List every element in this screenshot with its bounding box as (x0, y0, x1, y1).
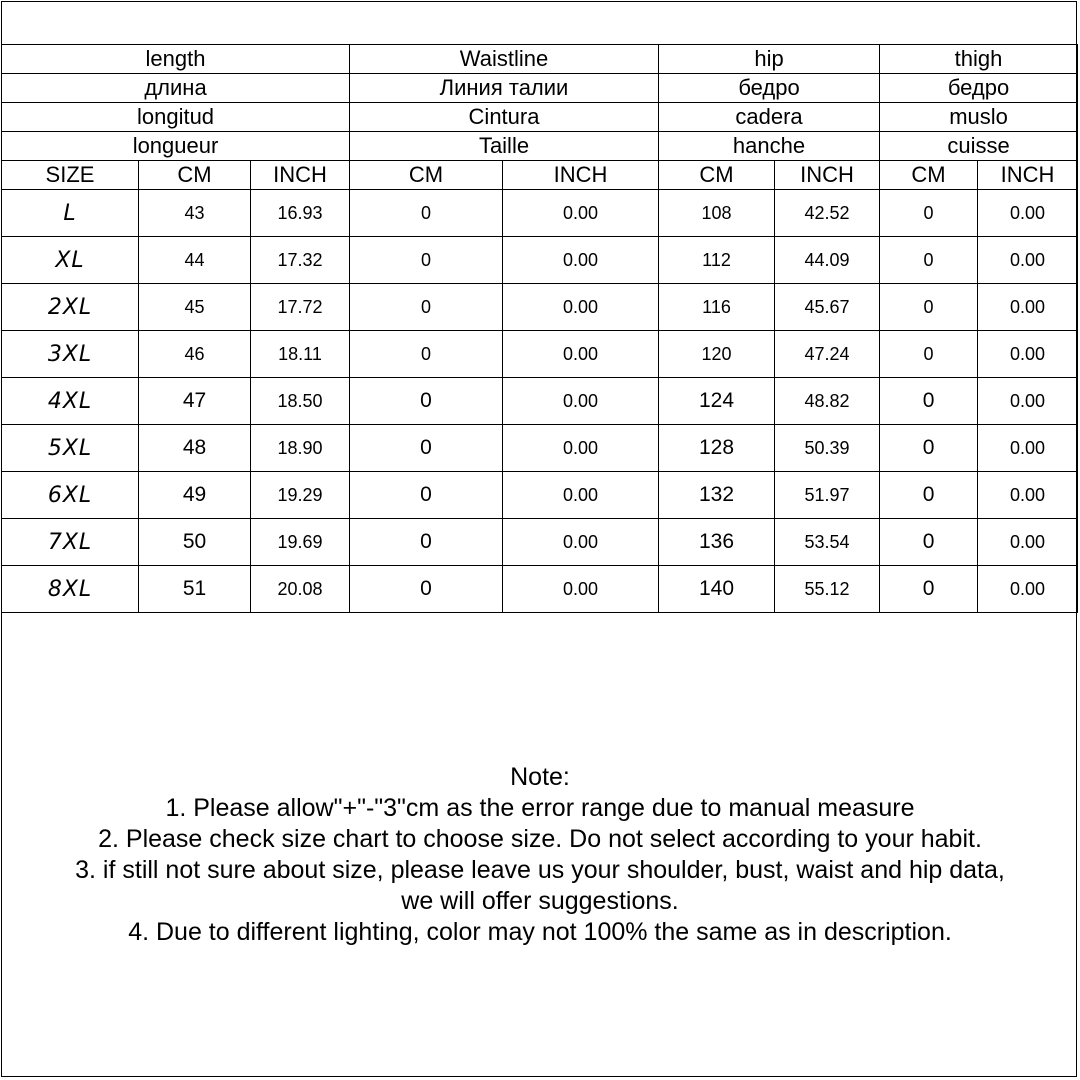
hip-inch-cell: 42.52 (775, 190, 880, 237)
hip-cm-cell: 136 (659, 519, 775, 566)
unit-header: INCH (251, 161, 350, 190)
waist-cm-cell: 0 (350, 378, 503, 425)
table-row (2, 425, 1078, 472)
waist-inch-cell: 0.00 (503, 566, 659, 613)
length-inch-cell: 16.93 (251, 190, 350, 237)
hip-cm-cell: 120 (659, 331, 775, 378)
length-header-ru: длина (2, 74, 350, 103)
waist-inch-cell: 0.00 (503, 425, 659, 472)
thigh-cm-cell: 0 (880, 284, 978, 331)
table-row (2, 378, 1078, 425)
unit-header: CM (880, 161, 978, 190)
thigh-cm-cell: 0 (880, 378, 978, 425)
thigh-header-ru: бедро (880, 74, 1078, 103)
hip-header-fr: hanche (659, 132, 880, 161)
unit-header: CM (659, 161, 775, 190)
waist-cm-cell: 0 (350, 284, 503, 331)
thigh-inch-cell: 0.00 (978, 237, 1078, 284)
thigh-inch-cell: 0.00 (978, 378, 1078, 425)
thigh-cm-cell: 0 (880, 190, 978, 237)
table-row (2, 237, 1078, 284)
length-inch-cell: 18.90 (251, 425, 350, 472)
thigh-cm-cell: 0 (880, 566, 978, 613)
waistline-header: Waistline (350, 45, 659, 74)
size-cell: 3XL (2, 331, 139, 378)
thigh-inch-cell: 0.00 (978, 519, 1078, 566)
length-inch-cell: 18.50 (251, 378, 350, 425)
waist-inch-cell: 0.00 (503, 284, 659, 331)
note-title: Note: (510, 763, 570, 791)
unit-header: INCH (503, 161, 659, 190)
thigh-cm-cell: 0 (880, 472, 978, 519)
thigh-header-es: muslo (880, 103, 1078, 132)
length-header: length (2, 45, 350, 74)
length-cm-cell: 45 (139, 284, 251, 331)
thigh-inch-cell: 0.00 (978, 566, 1078, 613)
size-column-header: SIZE (2, 161, 139, 190)
hip-inch-cell: 47.24 (775, 331, 880, 378)
header-row-3 (2, 103, 1078, 132)
length-cm-cell: 51 (139, 566, 251, 613)
hip-cm-cell: 132 (659, 472, 775, 519)
table-row (2, 331, 1078, 378)
hip-inch-cell: 45.67 (775, 284, 880, 331)
size-cell: 4XL (2, 378, 139, 425)
length-inch-cell: 17.32 (251, 237, 350, 284)
waist-cm-cell: 0 (350, 425, 503, 472)
hip-header-ru: бедро (659, 74, 880, 103)
waistline-header-es: Cintura (350, 103, 659, 132)
thigh-cm-cell: 0 (880, 519, 978, 566)
size-cell: 5XL (2, 425, 139, 472)
length-cm-cell: 43 (139, 190, 251, 237)
unit-header: CM (139, 161, 251, 190)
waist-cm-cell: 0 (350, 519, 503, 566)
length-cm-cell: 48 (139, 425, 251, 472)
note-line-5: 4. Due to different lighting, color may not 100% the same as in description. (128, 918, 952, 946)
table-row (2, 519, 1078, 566)
note-line-2: 2. Please check size chart to choose size. Do not select according to your habit. (98, 825, 982, 853)
unit-header: CM (350, 161, 503, 190)
thigh-header: thigh (880, 45, 1078, 74)
hip-cm-cell: 116 (659, 284, 775, 331)
hip-header-es: cadera (659, 103, 880, 132)
table-row (2, 284, 1078, 331)
thigh-inch-cell: 0.00 (978, 190, 1078, 237)
length-inch-cell: 18.11 (251, 331, 350, 378)
waist-cm-cell: 0 (350, 190, 503, 237)
waist-inch-cell: 0.00 (503, 237, 659, 284)
thigh-cm-cell: 0 (880, 425, 978, 472)
size-cell: 6XL (2, 472, 139, 519)
hip-inch-cell: 53.54 (775, 519, 880, 566)
hip-header: hip (659, 45, 880, 74)
thigh-cm-cell: 0 (880, 237, 978, 284)
waist-cm-cell: 0 (350, 237, 503, 284)
hip-cm-cell: 124 (659, 378, 775, 425)
hip-inch-cell: 44.09 (775, 237, 880, 284)
size-cell: 8XL (2, 566, 139, 613)
hip-cm-cell: 108 (659, 190, 775, 237)
hip-inch-cell: 50.39 (775, 425, 880, 472)
size-cell: 2XL (2, 284, 139, 331)
length-cm-cell: 46 (139, 331, 251, 378)
table-row (2, 190, 1078, 237)
hip-cm-cell: 140 (659, 566, 775, 613)
note-line-4: we will offer suggestions. (401, 887, 679, 915)
length-inch-cell: 19.29 (251, 472, 350, 519)
size-cell: L (2, 190, 139, 237)
hip-inch-cell: 48.82 (775, 378, 880, 425)
waist-inch-cell: 0.00 (503, 190, 659, 237)
waist-inch-cell: 0.00 (503, 519, 659, 566)
waistline-header-fr: Taille (350, 132, 659, 161)
table-row (2, 566, 1078, 613)
thigh-inch-cell: 0.00 (978, 284, 1078, 331)
waist-inch-cell: 0.00 (503, 331, 659, 378)
length-cm-cell: 50 (139, 519, 251, 566)
length-cm-cell: 44 (139, 237, 251, 284)
thigh-inch-cell: 0.00 (978, 472, 1078, 519)
header-row-2 (2, 74, 1078, 103)
thigh-cm-cell: 0 (880, 331, 978, 378)
length-header-fr: longueur (2, 132, 350, 161)
unit-header: INCH (978, 161, 1078, 190)
waist-inch-cell: 0.00 (503, 378, 659, 425)
header-row-4 (2, 132, 1078, 161)
thigh-inch-cell: 0.00 (978, 331, 1078, 378)
length-inch-cell: 20.08 (251, 566, 350, 613)
note-block (0, 762, 1080, 948)
thigh-inch-cell: 0.00 (978, 425, 1078, 472)
length-header-es: longitud (2, 103, 350, 132)
length-cm-cell: 49 (139, 472, 251, 519)
waist-cm-cell: 0 (350, 331, 503, 378)
note-line-1: 1. Please allow"+"-"3"cm as the error range due to manual measure (165, 794, 915, 822)
header-row-1 (2, 45, 1078, 74)
length-inch-cell: 19.69 (251, 519, 350, 566)
waistline-header-ru: Линия талии (350, 74, 659, 103)
size-cell: XL (2, 237, 139, 284)
note-line-3: 3. if still not sure about size, please leave us your shoulder, bust, waist and hip data, (75, 856, 1005, 884)
hip-inch-cell: 55.12 (775, 566, 880, 613)
length-cm-cell: 47 (139, 378, 251, 425)
units-row (2, 161, 1078, 190)
waist-inch-cell: 0.00 (503, 472, 659, 519)
waist-cm-cell: 0 (350, 566, 503, 613)
hip-cm-cell: 128 (659, 425, 775, 472)
hip-inch-cell: 51.97 (775, 472, 880, 519)
size-cell: 7XL (2, 519, 139, 566)
size-chart-table (1, 44, 1078, 613)
thigh-header-fr: cuisse (880, 132, 1078, 161)
hip-cm-cell: 112 (659, 237, 775, 284)
waist-cm-cell: 0 (350, 472, 503, 519)
unit-header: INCH (775, 161, 880, 190)
length-inch-cell: 17.72 (251, 284, 350, 331)
table-row (2, 472, 1078, 519)
